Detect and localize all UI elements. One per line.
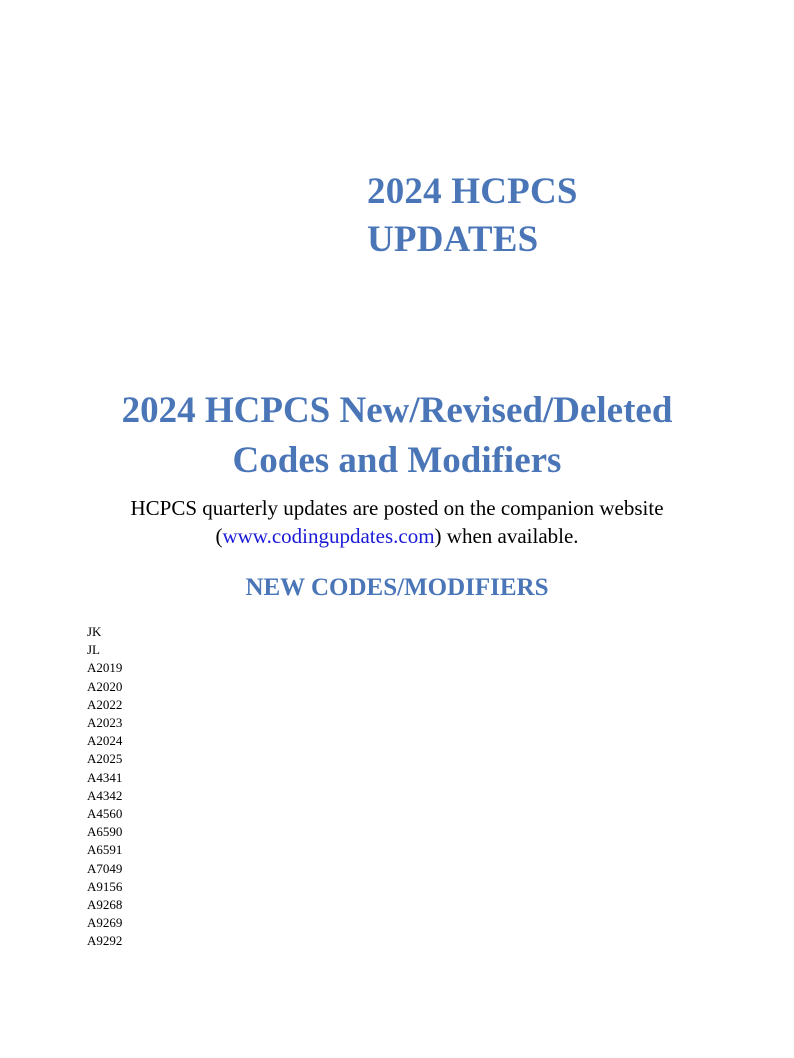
code-list-item: A2022 bbox=[87, 696, 123, 712]
intro-line-1: HCPCS quarterly updates are posted on the companion website bbox=[130, 496, 664, 520]
companion-website-link[interactable]: www.codingupdates.com bbox=[222, 524, 435, 548]
code-list-item: A2025 bbox=[87, 751, 123, 767]
code-list-item: A2020 bbox=[87, 678, 123, 694]
code-list-item: A9156 bbox=[87, 878, 123, 894]
code-list-item: A6591 bbox=[87, 842, 123, 858]
code-list-item: A9269 bbox=[87, 915, 123, 931]
code-list-item: A2019 bbox=[87, 660, 123, 676]
code-list-item: A4341 bbox=[87, 769, 123, 785]
intro-paragraph bbox=[0, 494, 794, 550]
intro-open-paren: ( bbox=[215, 524, 223, 548]
document-title bbox=[367, 168, 578, 264]
new-codes-heading: NEW CODES/MODIFIERS bbox=[245, 574, 549, 601]
code-list-item: A2023 bbox=[87, 715, 123, 731]
new-codes-list bbox=[87, 623, 122, 951]
document-title-line-2: UPDATES bbox=[367, 219, 539, 260]
code-list-item: A2024 bbox=[87, 733, 123, 749]
code-list-item: JL bbox=[87, 642, 100, 658]
code-list-item: A4342 bbox=[87, 787, 123, 803]
code-list-item: A4560 bbox=[87, 806, 123, 822]
document-title-line-1: 2024 HCPCS bbox=[367, 171, 578, 212]
section-title-line-2: Codes and Modifiers bbox=[232, 440, 562, 481]
code-list-item: JK bbox=[87, 624, 102, 639]
code-list-item: A6590 bbox=[87, 824, 123, 840]
section-title bbox=[0, 386, 794, 486]
intro-line-2-rest: ) when available. bbox=[434, 524, 579, 548]
intro-line-2 bbox=[0, 522, 794, 550]
code-list-item: A9292 bbox=[87, 933, 123, 949]
section-title-line-1: 2024 HCPCS New/Revised/Deleted bbox=[121, 390, 673, 431]
code-list-item: A7049 bbox=[87, 860, 123, 876]
code-list-item: A9268 bbox=[87, 897, 123, 913]
